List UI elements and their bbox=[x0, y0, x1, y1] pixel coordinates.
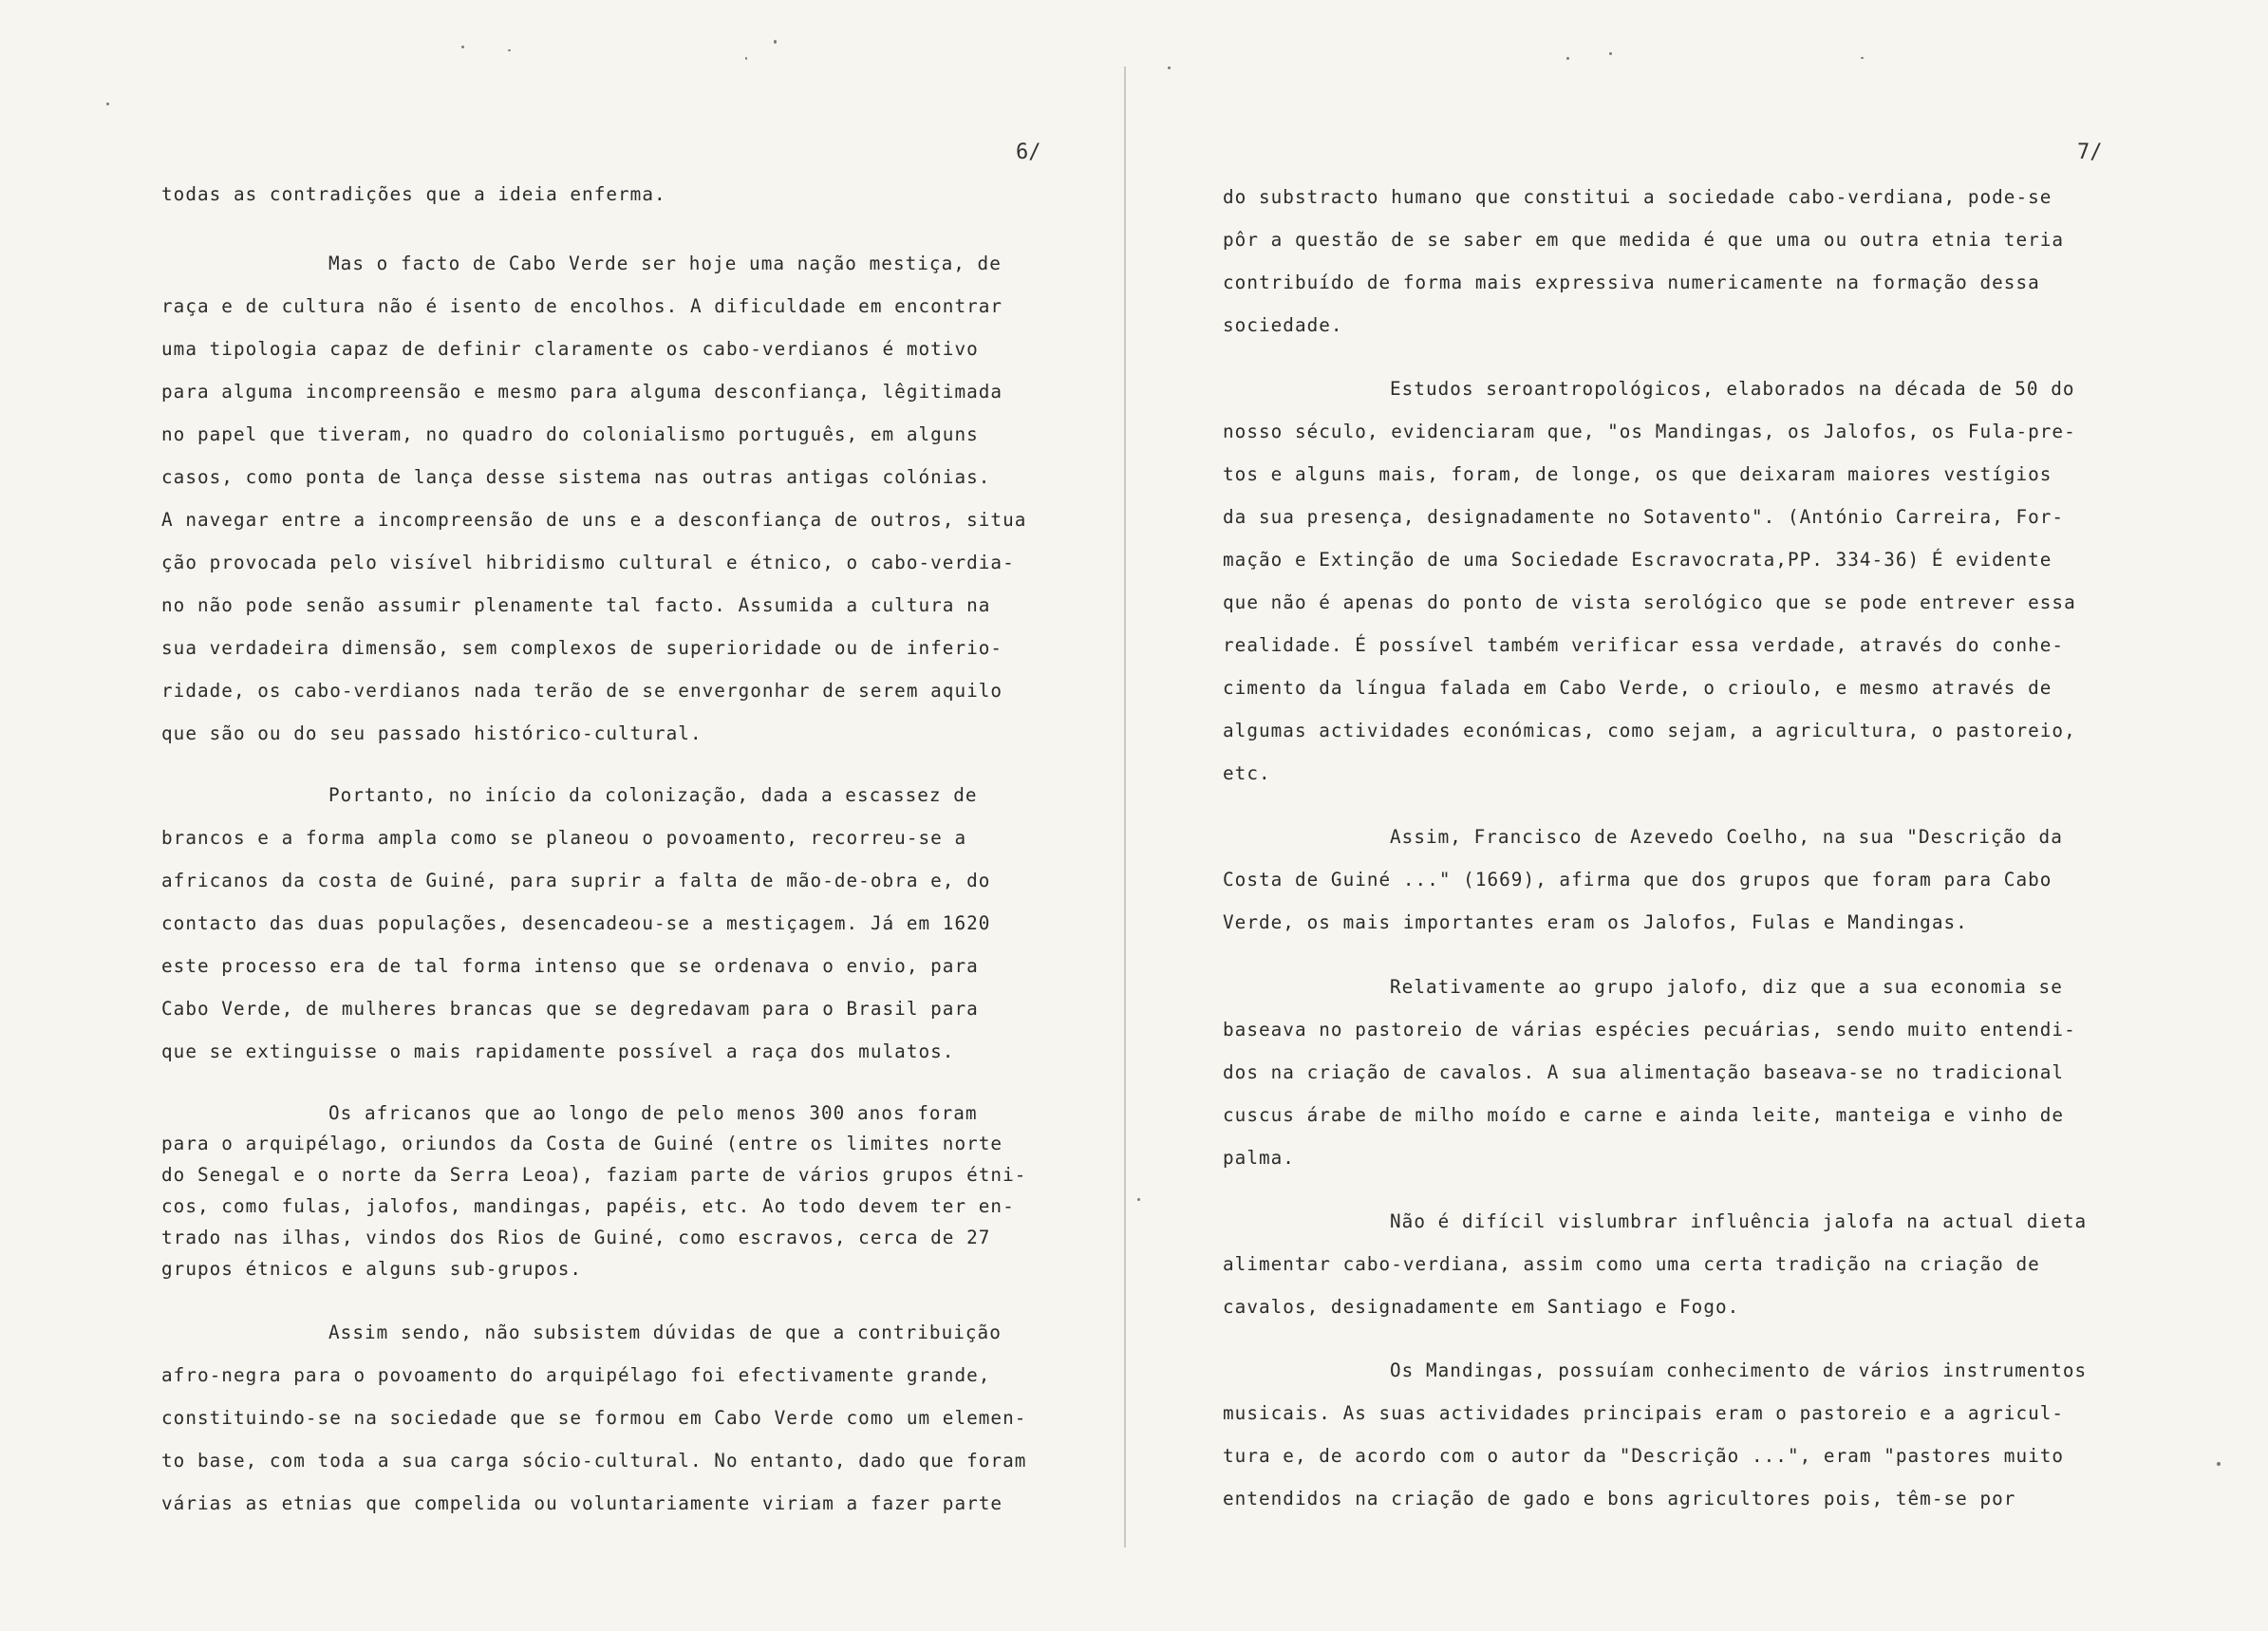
right-line-16: Costa de Guiné ..." (1669), afirma que dos grupos que foram para Cabo bbox=[1223, 869, 2052, 890]
right-line-29: entendidos na criação de gado e bons agricultores pois, têm-se por bbox=[1223, 1488, 2016, 1509]
right-line-5: Estudos seroantropológicos, elaborados na década de 50 do bbox=[1390, 378, 2075, 400]
left-line-17: contacto das duas populações, desencadeou-se a mestiçagem. Já em 1620 bbox=[161, 912, 991, 934]
left-line-28: afro-negra para o povoamento do arquipélago foi efectivamente grande, bbox=[161, 1364, 991, 1386]
left-line-2: Mas o facto de Cabo Verde ser hoje uma nação mestiça, de bbox=[328, 253, 1002, 274]
right-line-23: Não é difícil vislumbrar influência jalofa na actual dieta bbox=[1390, 1210, 2088, 1232]
left-line-26: grupos étnicos e alguns sub-grupos. bbox=[161, 1258, 583, 1280]
right-line-13: algumas actividades económicas, como sejam, a agricultura, o pastoreio, bbox=[1223, 720, 2076, 741]
right-line-26: Os Mandingas, possuíam conhecimento de vários instrumentos bbox=[1390, 1359, 2088, 1381]
left-line-12: ridade, os cabo-verdianos nada terão de se envergonhar de serem aquilo bbox=[161, 680, 1003, 702]
right-line-28: tura e, de acordo com o autor da "Descrição ...", eram "pastores muito bbox=[1223, 1445, 2065, 1467]
left-line-8: A navegar entre a incompreensão de uns e a desconfiança de outros, situa bbox=[161, 509, 1027, 531]
right-line-4: sociedade. bbox=[1223, 314, 1343, 336]
left-line-14: Portanto, no início da colonização, dada a escassez de bbox=[328, 784, 978, 806]
left-line-21: Os africanos que ao longo de pelo menos 300 anos foram bbox=[328, 1102, 978, 1124]
left-line-30: to base, com toda a sua carga sócio-cultural. No entanto, dado que foram bbox=[161, 1450, 1027, 1472]
right-page-number: 7/ bbox=[2077, 141, 2103, 164]
left-page-number: 6/ bbox=[1016, 141, 1041, 164]
right-line-2: pôr a questão de se saber em que medida é que uma ou outra etnia teria bbox=[1223, 229, 2065, 251]
left-line-18: este processo era de tal forma intenso que se ordenava o envio, para bbox=[161, 955, 979, 977]
right-line-22: palma. bbox=[1223, 1147, 1295, 1169]
left-line-22: para o arquipélago, oriundos da Costa de Guiné (entre os limites norte bbox=[161, 1133, 1003, 1154]
right-line-19: baseava no pastoreio de várias espécies pecuárias, sendo muito entendi- bbox=[1223, 1019, 2076, 1040]
left-line-7: casos, como ponta de lança desse sistema nas outras antigas colónias. bbox=[161, 466, 991, 488]
left-line-5: para alguma incompreensão e mesmo para alguma desconfiança, lêgitimada bbox=[161, 381, 1003, 403]
right-line-17: Verde, os mais importantes eram os Jalofos, Fulas e Mandingas. bbox=[1223, 911, 1968, 933]
left-line-16: africanos da costa de Guiné, para suprir a falta de mão-de-obra e, do bbox=[161, 870, 991, 891]
right-line-24: alimentar cabo-verdiana, assim como uma certa tradição na criação de bbox=[1223, 1253, 2040, 1275]
left-line-1: todas as contradições que a ideia enferma. bbox=[161, 183, 666, 205]
right-line-21: cuscus árabe de milho moído e carne e ainda leite, manteiga e vinho de bbox=[1223, 1104, 2065, 1126]
page-fold bbox=[1124, 66, 1126, 1547]
left-line-9: ção provocada pelo visível hibridismo cultural e étnico, o cabo-verdia- bbox=[161, 552, 1015, 573]
right-line-7: tos e alguns mais, foram, de longe, os que deixaram maiores vestígios bbox=[1223, 463, 2052, 485]
left-line-25: trado nas ilhas, vindos dos Rios de Guiné, como escravos, cerca de 27 bbox=[161, 1227, 991, 1248]
left-line-23: do Senegal e o norte da Serra Leoa), faziam parte de vários grupos étni- bbox=[161, 1164, 1027, 1186]
left-line-24: cos, como fulas, jalofos, mandingas, papéis, etc. Ao todo devem ter en- bbox=[161, 1195, 1015, 1217]
right-line-27: musicais. As suas actividades principais eram o pastoreio e a agricul- bbox=[1223, 1402, 2065, 1424]
left-line-10: no não pode senão assumir plenamente tal facto. Assumida a cultura na bbox=[161, 594, 991, 616]
left-line-6: no papel que tiveram, no quadro do colonialismo português, em alguns bbox=[161, 423, 979, 445]
right-line-20: dos na criação de cavalos. A sua alimentação baseava-se no tradicional bbox=[1223, 1061, 2065, 1083]
left-line-11: sua verdadeira dimensão, sem complexos de superioridade ou de inferio- bbox=[161, 637, 1003, 659]
left-line-13: que são ou do seu passado histórico-cultural. bbox=[161, 722, 703, 744]
right-line-9: mação e Extinção de uma Sociedade Escravocrata,PP. 334-36) É evidente bbox=[1223, 549, 2052, 571]
left-line-3: raça e de cultura não é isento de encolhos. A dificuldade em encontrar bbox=[161, 295, 1003, 317]
right-line-6: nosso século, evidenciaram que, "os Mandingas, os Jalofos, os Fula-pre- bbox=[1223, 421, 2076, 442]
left-line-29: constituindo-se na sociedade que se formou em Cabo Verde como um elemen- bbox=[161, 1407, 1027, 1429]
left-line-19: Cabo Verde, de mulheres brancas que se degredavam para o Brasil para bbox=[161, 998, 979, 1020]
right-line-15: Assim, Francisco de Azevedo Coelho, na sua "Descrição da bbox=[1390, 826, 2063, 848]
right-line-1: do substracto humano que constitui a sociedade cabo-verdiana, pode-se bbox=[1223, 186, 2052, 208]
right-line-14: etc. bbox=[1223, 762, 1271, 784]
left-line-27: Assim sendo, não subsistem dúvidas de que a contribuição bbox=[328, 1322, 1002, 1343]
right-line-8: da sua presença, designadamente no Sotavento". (António Carreira, For- bbox=[1223, 506, 2065, 528]
right-line-12: cimento da língua falada em Cabo Verde, o crioulo, e mesmo através de bbox=[1223, 677, 2052, 699]
left-line-31: várias as etnias que compelida ou voluntariamente viriam a fazer parte bbox=[161, 1492, 1003, 1514]
right-line-25: cavalos, designadamente em Santiago e Fogo. bbox=[1223, 1296, 1740, 1318]
left-line-20: que se extinguisse o mais rapidamente possível a raça dos mulatos. bbox=[161, 1040, 955, 1062]
right-line-3: contribuído de forma mais expressiva numericamente na formação dessa bbox=[1223, 272, 2040, 293]
left-line-4: uma tipologia capaz de definir claramente os cabo-verdianos é motivo bbox=[161, 338, 979, 360]
left-line-15: brancos e a forma ampla como se planeou o povoamento, recorreu-se a bbox=[161, 827, 967, 849]
right-line-18: Relativamente ao grupo jalofo, diz que a sua economia se bbox=[1390, 976, 2063, 998]
right-line-10: que não é apenas do ponto de vista serológico que se pode entrever essa bbox=[1223, 591, 2076, 613]
right-line-11: realidade. É possível também verificar essa verdade, através do conhe- bbox=[1223, 634, 2065, 656]
